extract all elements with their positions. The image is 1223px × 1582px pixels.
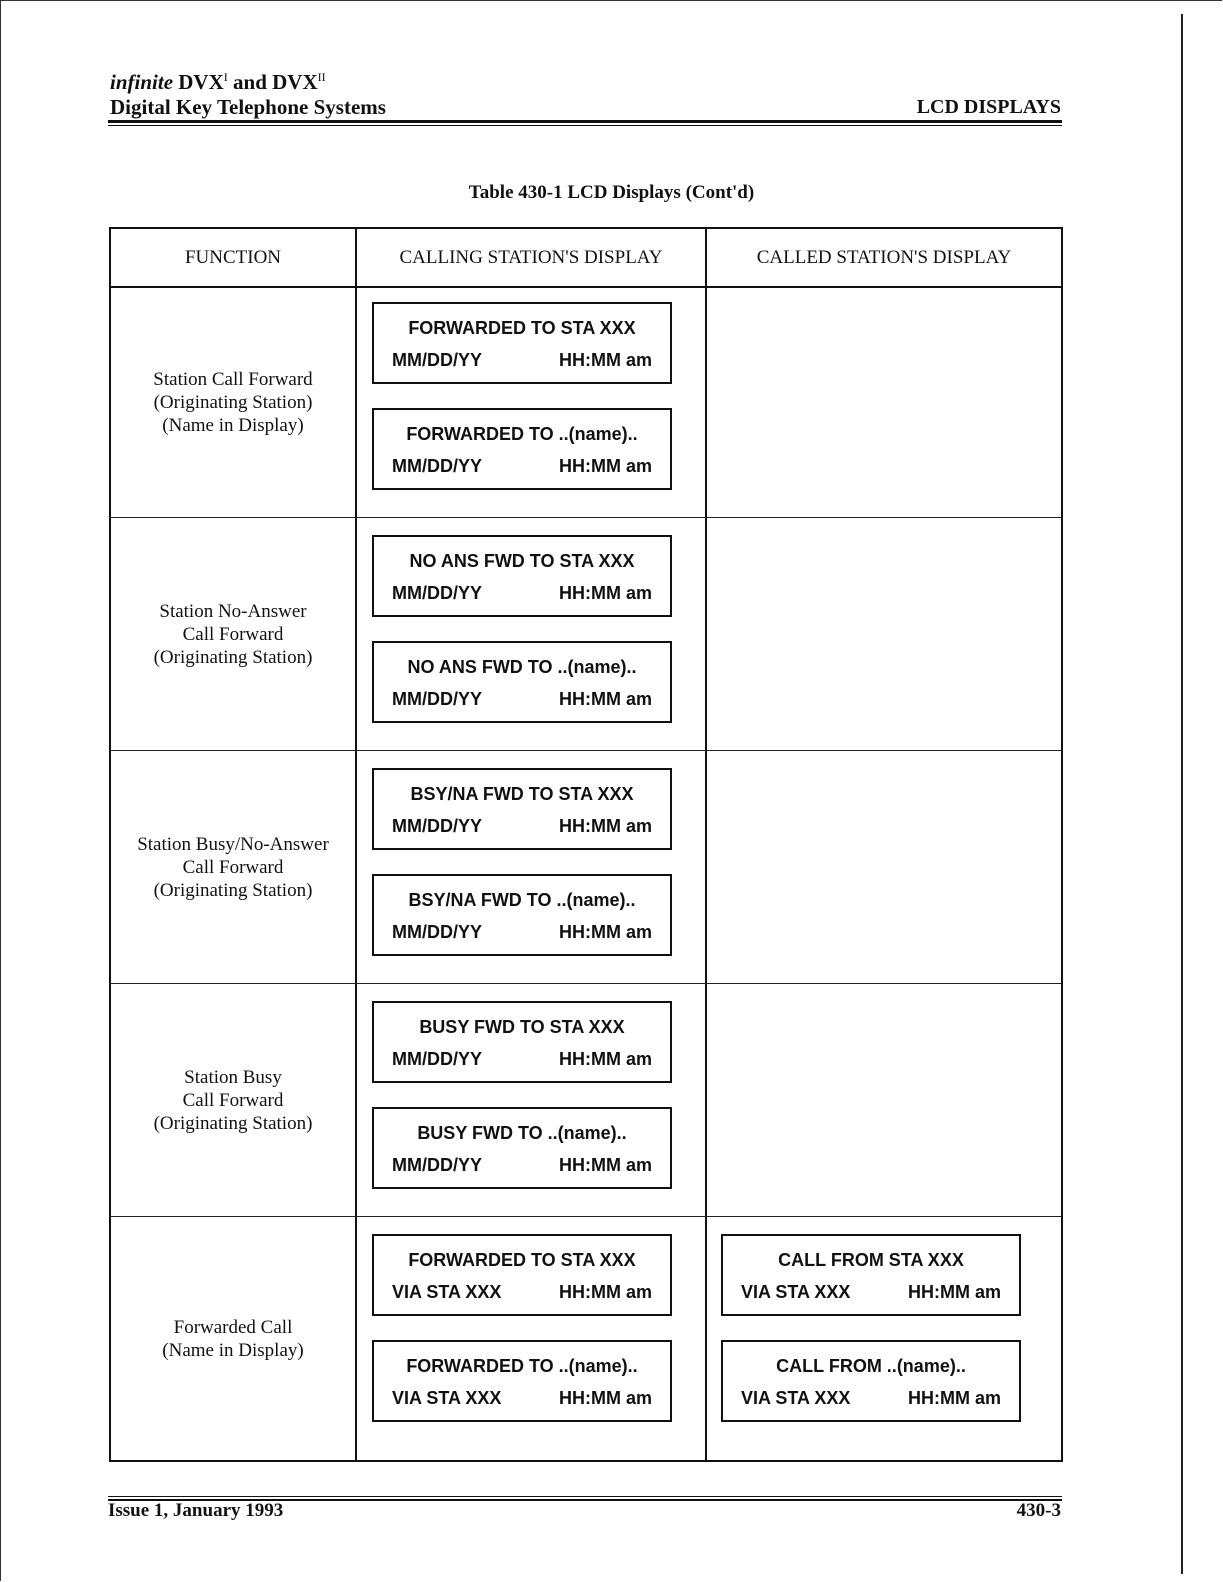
function-cell	[111, 288, 355, 517]
lcd-line1: CALL FROM STA XXX	[778, 1250, 964, 1270]
lcd-display	[372, 408, 672, 490]
lcd-line2-right: HH:MM am	[559, 689, 652, 709]
lcd-display	[372, 535, 672, 617]
function-line: Forwarded Call	[173, 1316, 293, 1338]
function-line: Station Busy/No-Answer	[137, 833, 329, 855]
table-row	[111, 518, 1061, 750]
lcd-line2-right: HH:MM am	[908, 1388, 1001, 1408]
document-title	[110, 64, 326, 95]
page-number: 430-3	[1016, 1500, 1061, 1521]
issue-date: Issue 1, January 1993	[108, 1500, 284, 1521]
lcd-line1: FORWARDED TO STA XXX	[408, 318, 636, 338]
lcd-line1: FORWARDED TO ..(name)..	[406, 1356, 638, 1376]
lcd-display	[372, 1001, 672, 1083]
lcd-line2-left: MM/DD/YY	[392, 456, 482, 476]
function-line: (Originating Station)	[153, 1112, 313, 1134]
lcd-line2-right: HH:MM am	[559, 1388, 652, 1408]
header-rule	[108, 120, 1062, 123]
lcd-line2-left: MM/DD/YY	[392, 1049, 482, 1069]
lcd-line2-left: MM/DD/YY	[392, 350, 482, 370]
lcd-line2-left: VIA STA XXX	[741, 1282, 851, 1302]
lcd-line2-right: HH:MM am	[559, 1049, 652, 1069]
function-line: (Originating Station)	[153, 879, 313, 901]
function-cell	[111, 1217, 355, 1460]
lcd-line1: BUSY FWD TO ..(name)..	[417, 1123, 627, 1143]
lcd-line2-right: HH:MM am	[559, 1155, 652, 1175]
column-header-called: CALLED STATION'S DISPLAY	[756, 246, 1012, 268]
lcd-line2-right: HH:MM am	[908, 1282, 1001, 1302]
footer-rule	[108, 1496, 1062, 1497]
lcd-line1: BUSY FWD TO STA XXX	[419, 1017, 625, 1037]
function-cell	[111, 518, 355, 750]
lcd-line2-right: HH:MM am	[559, 456, 652, 476]
lcd-display	[721, 1340, 1021, 1422]
lcd-line1: BSY/NA FWD TO STA XXX	[410, 784, 634, 804]
function-line: (Originating Station)	[153, 392, 313, 413]
header-rule-thin	[108, 125, 1062, 126]
function-line: (Name in Display)	[162, 415, 304, 436]
lcd-line1: FORWARDED TO STA XXX	[408, 1250, 636, 1270]
function-line: Call Forward	[182, 1089, 284, 1111]
table-row	[111, 288, 1061, 517]
title-and-dvx: and DVX	[233, 70, 318, 94]
function-line: (Name in Display)	[162, 1339, 304, 1361]
lcd-line2-left: MM/DD/YY	[392, 689, 482, 709]
lcd-line2-right: HH:MM am	[559, 816, 652, 836]
lcd-display	[372, 1340, 672, 1422]
function-line: Call Forward	[182, 623, 284, 645]
lcd-display	[721, 1234, 1021, 1316]
lcd-line2-right: HH:MM am	[559, 922, 652, 942]
lcd-line2-left: MM/DD/YY	[392, 1155, 482, 1175]
lcd-display-table	[109, 227, 1063, 1462]
lcd-line2-right: HH:MM am	[559, 350, 652, 370]
lcd-line2-left: VIA STA XXX	[741, 1388, 851, 1408]
function-line: (Originating Station)	[153, 646, 313, 668]
lcd-display	[372, 1234, 672, 1316]
lcd-display	[372, 641, 672, 723]
title-sup2: II	[317, 70, 326, 84]
function-line: Station No-Answer	[159, 600, 307, 622]
document-subtitle: Digital Key Telephone Systems	[110, 95, 386, 119]
title-dvx1: DVX	[178, 70, 224, 94]
lcd-line1: FORWARDED TO ..(name)..	[406, 424, 638, 444]
lcd-line1: BSY/NA FWD TO ..(name)..	[408, 890, 636, 910]
function-cell	[111, 751, 355, 983]
lcd-line2-left: MM/DD/YY	[392, 922, 482, 942]
section-title: LCD DISPLAYS	[916, 96, 1061, 118]
lcd-line2-right: HH:MM am	[559, 1282, 652, 1302]
table-row	[111, 984, 1061, 1216]
title-brand: infinite	[110, 70, 174, 94]
function-cell	[111, 984, 355, 1216]
lcd-line1: NO ANS FWD TO ..(name)..	[407, 657, 637, 677]
lcd-line2-left: VIA STA XXX	[392, 1388, 502, 1408]
lcd-line2-left: MM/DD/YY	[392, 583, 482, 603]
lcd-display	[372, 302, 672, 384]
title-sup1: I	[223, 70, 228, 84]
table-row	[111, 751, 1061, 983]
lcd-line1: CALL FROM ..(name)..	[776, 1356, 966, 1376]
function-line: Station Busy	[184, 1066, 282, 1088]
column-header-function: FUNCTION	[184, 246, 282, 268]
lcd-line2-left: MM/DD/YY	[392, 816, 482, 836]
lcd-display	[372, 1107, 672, 1189]
lcd-line2-right: HH:MM am	[559, 583, 652, 603]
column-header-calling: CALLING STATION'S DISPLAY	[399, 246, 663, 268]
lcd-display	[372, 768, 672, 850]
function-line: Call Forward	[182, 856, 284, 878]
table-row	[111, 1217, 1061, 1460]
lcd-line2-left: VIA STA XXX	[392, 1282, 502, 1302]
lcd-line1: NO ANS FWD TO STA XXX	[409, 551, 635, 571]
binding-rule	[1181, 14, 1183, 1574]
function-line: Station Call Forward	[153, 369, 313, 390]
table-caption: Table 430-1 LCD Displays (Cont'd)	[468, 182, 755, 203]
lcd-display	[372, 874, 672, 956]
